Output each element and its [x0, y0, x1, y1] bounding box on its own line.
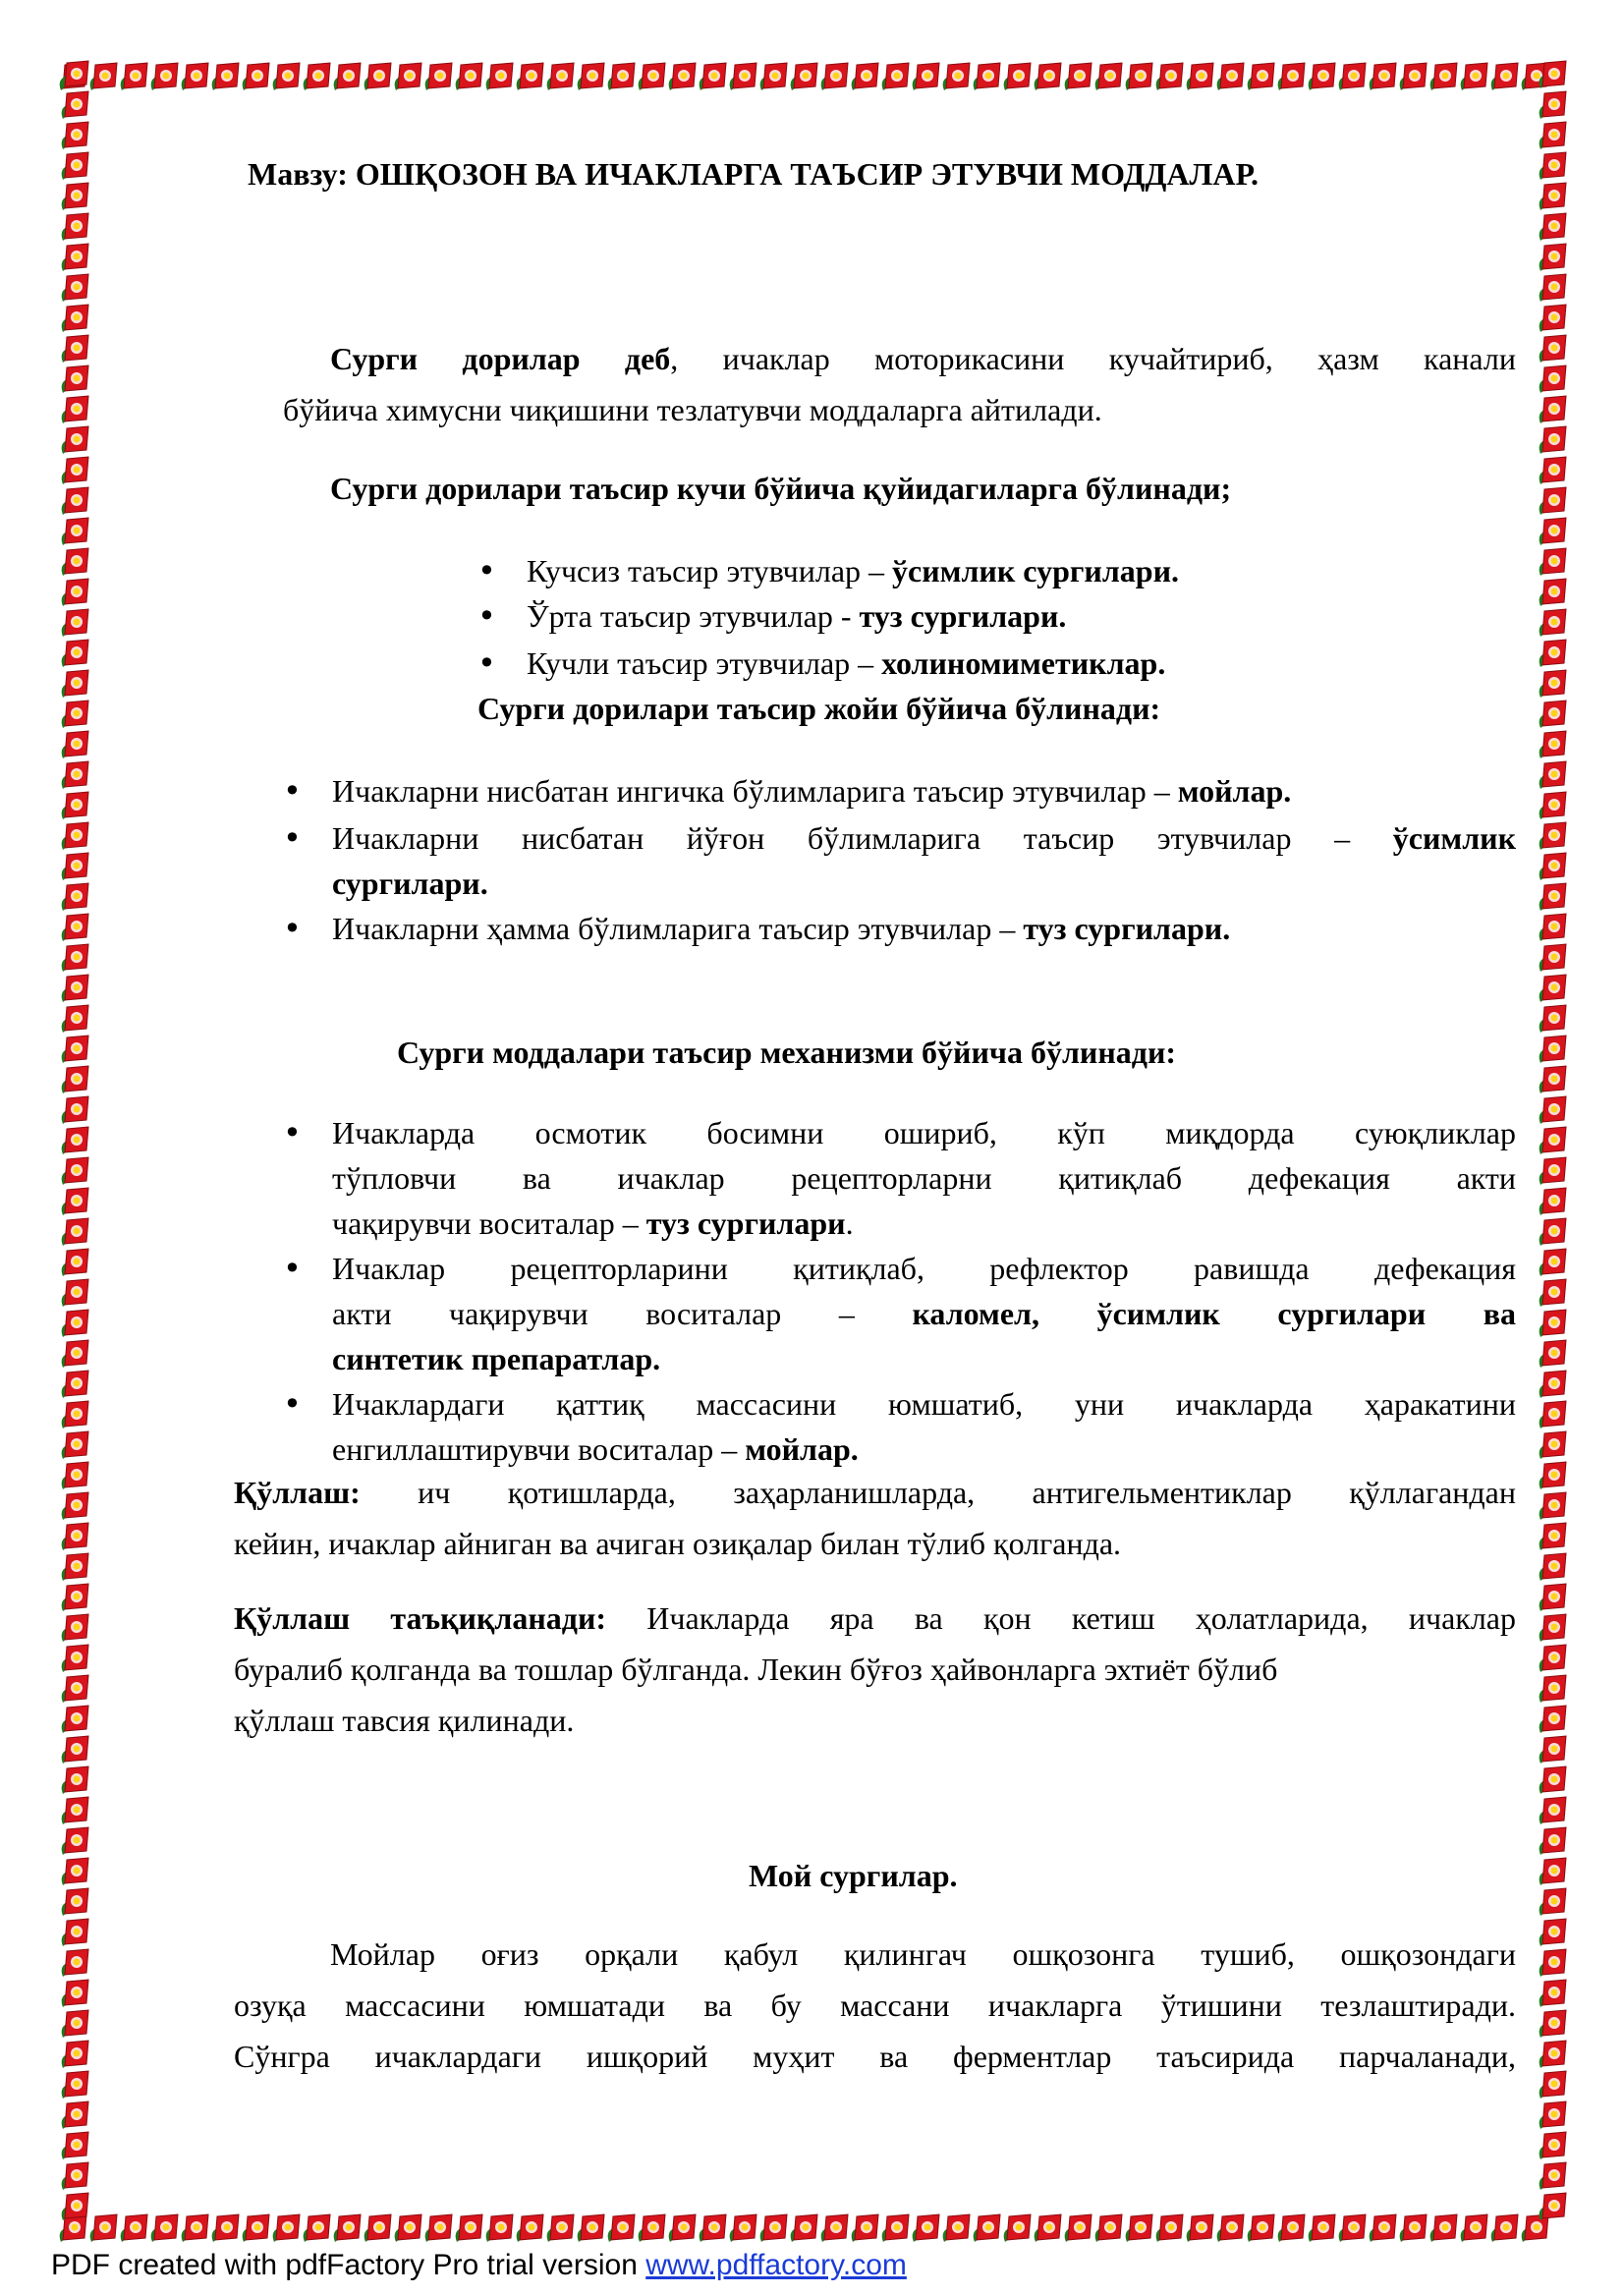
intro-line-1	[283, 336, 1516, 381]
list-item-continuation: сургилари.	[332, 866, 488, 901]
list-item-continuation	[332, 1291, 1516, 1336]
item-text: Кучли таъсир этувчилар –	[527, 645, 882, 681]
item-text: Ичакларни нисбатан ингичка бўлимларига таъсир этувчилар –	[332, 773, 1178, 809]
contra-line-1	[234, 1596, 1516, 1641]
contra-label: Қўллаш таъқиқланади:	[234, 1600, 607, 1636]
oils-heading: Мой сургилар.	[749, 1858, 958, 1893]
item-bold: ўсимлик сургилари.	[892, 553, 1180, 588]
bullet: •	[283, 1250, 302, 1287]
item-bold: туз сургилари.	[859, 598, 1067, 634]
page-title	[248, 151, 1259, 196]
list-item	[332, 906, 1230, 951]
bullet: •	[477, 644, 496, 682]
bullet: •	[477, 552, 496, 589]
item-bold: каломел, ўсимлик сургилари ва	[912, 1296, 1516, 1331]
item-bold: ўсимлик	[1392, 820, 1517, 856]
bullet: •	[283, 772, 302, 810]
item-text: Кучсиз таъсир этувчилар –	[527, 553, 893, 588]
list-item: Ичаклар рецепторларини қитиқлаб, рефлектор равишда дефекация	[332, 1251, 1516, 1286]
bullet: •	[283, 1114, 302, 1151]
list-item: Ичаклардаги қаттиқ массасини юмшатиб, уни ичакларда ҳаракатини	[332, 1386, 1516, 1422]
item-text-end: .	[845, 1205, 854, 1241]
item-bold: холиномиметиклар.	[881, 645, 1166, 681]
list-item	[332, 815, 1516, 861]
list-item	[527, 593, 1066, 639]
intro-line-2: бўйича химусни чиқишини тезлатувчи моддаларга айтилади.	[283, 392, 1102, 427]
list-item	[527, 641, 1165, 686]
item-text: чақирувчи воситалар –	[332, 1205, 646, 1241]
list-item-continuation	[332, 1427, 859, 1472]
bullet: •	[283, 819, 302, 857]
item-bold: мойлар.	[1177, 773, 1292, 809]
footer-text: PDF created with pdfFactory Pro trial version	[51, 2249, 646, 2281]
list-item	[527, 548, 1179, 593]
list-item-continuation	[332, 1201, 854, 1246]
pdf-footer-note	[51, 2246, 907, 2285]
bullet: •	[283, 910, 302, 947]
oils-line-2: озуқа массасини юмшатади ва бу массани ичакларга ўтишини тезлаштиради.	[234, 1988, 1516, 2023]
list-item	[332, 768, 1291, 813]
bullet: •	[477, 597, 496, 635]
oils-line-1	[234, 1932, 1516, 1977]
item-text: Ичакларни ҳамма бўлимларига таъсир этувчилар –	[332, 911, 1024, 946]
contra-line-3: қўллаш тавсия қилинади.	[234, 1703, 575, 1738]
oils-text-1: Мойлар оғиз орқали қабул қилингач ошқозонга тушиб, ошқозондаги	[330, 1936, 1516, 1972]
item-bold: туз сургилари	[645, 1205, 846, 1241]
usage-line-1	[234, 1470, 1516, 1515]
intro-term: Сурги дорилар деб	[330, 341, 671, 376]
item-text: енгиллаштирувчи воситалар –	[332, 1431, 746, 1467]
title-prefix: Мавзу:	[248, 156, 356, 192]
item-text: Ўрта таъсир этувчилар -	[527, 598, 860, 634]
section-site-heading: Сурги дорилари таъсир жойи бўйича бўлинади:	[477, 691, 1161, 726]
footer-link[interactable]: www.pdffactory.com	[645, 2249, 907, 2281]
contra-line-2: буралиб қолганда ва тошлар бўлганда. Лекин бўғоз ҳайвонларга эхтиёт бўлиб	[234, 1652, 1278, 1687]
title-text: ОШҚОЗОН ВА ИЧАКЛАРГА ТАЪСИР ЭТУВЧИ МОДДАЛАР.	[355, 156, 1259, 192]
section-mechanism-heading: Сурги моддалари таъсир механизми бўйича бўлинади:	[397, 1035, 1177, 1070]
usage-label: Қўллаш:	[234, 1475, 361, 1510]
list-item-continuation: тўпловчи ва ичаклар рецепторларни қитиқлаб дефекация акти	[332, 1160, 1516, 1196]
usage-text: ич қотишларда, заҳарланишларда, антигельментиклар қўллагандан	[360, 1475, 1516, 1510]
intro-text-1: , ичаклар моторикасини кучайтириб, ҳазм канали	[670, 341, 1517, 376]
list-item: Ичакларда осмотик босимни ошириб, кўп миқдорда суюқликлар	[332, 1115, 1516, 1150]
oils-line-3: Сўнгра ичаклардаги ишқорий муҳит ва ферментлар таъсирида парчаланади,	[234, 2039, 1516, 2074]
list-item-continuation: синтетик препаратлар.	[332, 1341, 661, 1376]
bullet: •	[283, 1385, 302, 1423]
contra-text: Ичакларда яра ва қон кетиш ҳолатларида, ичаклар	[606, 1600, 1517, 1636]
item-text: Ичакларни нисбатан йўғон бўлимларига таъсир этувчилар –	[332, 820, 1351, 856]
item-bold: туз сургилари.	[1023, 911, 1231, 946]
item-text: акти чақирувчи воситалар –	[332, 1296, 913, 1331]
usage-line-2: кейин, ичаклар айниган ва ачиган озиқалар билан тўлиб қолганда.	[234, 1526, 1122, 1561]
item-bold: мойлар.	[745, 1431, 859, 1467]
section-strength-heading: Сурги дорилари таъсир кучи бўйича қуйидагиларга бўлинади;	[330, 471, 1232, 506]
